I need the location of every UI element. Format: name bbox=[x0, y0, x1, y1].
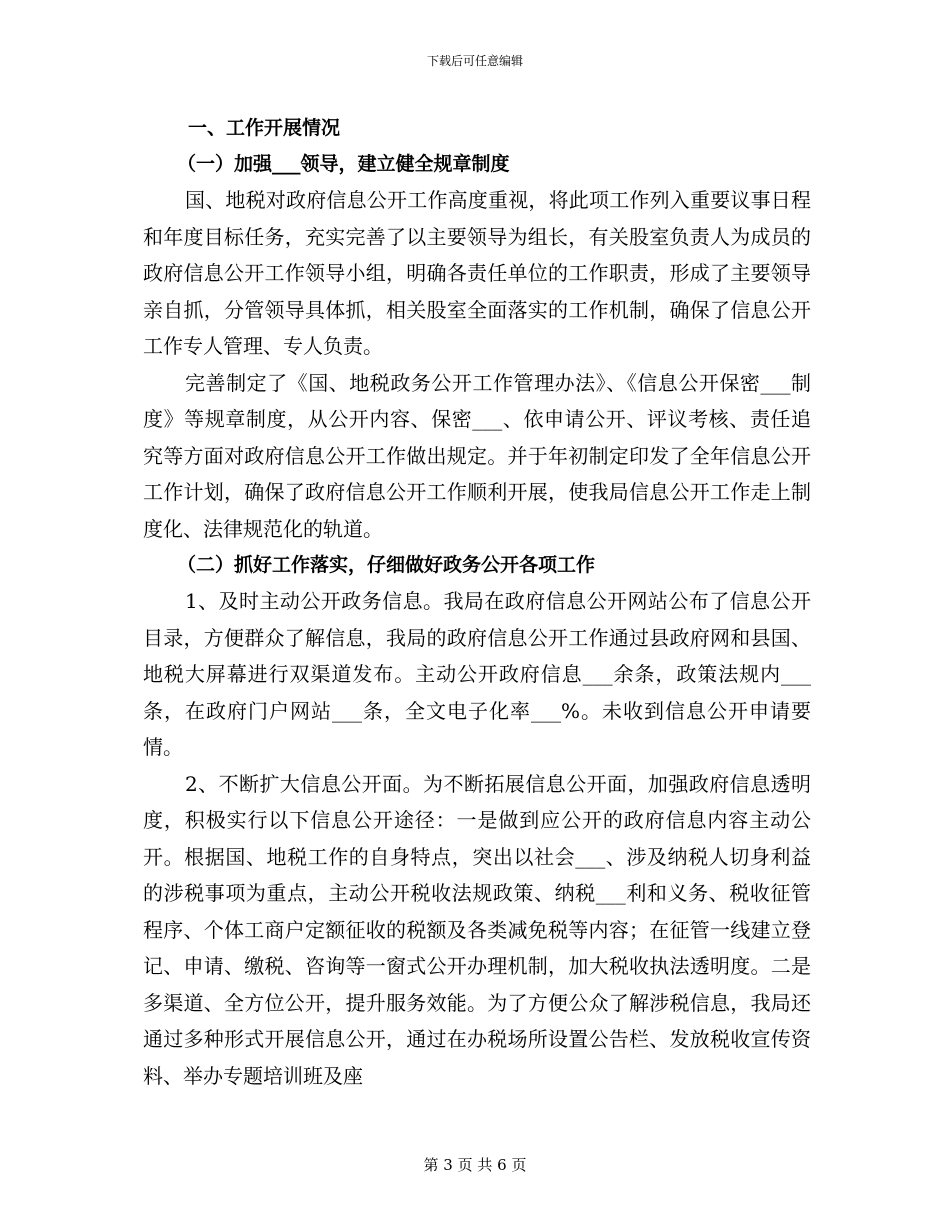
document-body bbox=[143, 110, 811, 1094]
section-heading: 一、工作开展情况 bbox=[188, 117, 341, 139]
page-header: 下载后可任意编辑 bbox=[426, 54, 523, 68]
subsection-heading-1: （一）加强___领导，建立健全规章制度 bbox=[177, 153, 510, 175]
paragraph-4: 2、不断扩大信息公开面。为不断拓展信息公开面，加强政府信息透明度，积极实行以下信息公开途径：一是做到应公开的政府信息内容主动公开。根据国、地税工作的自身特点，突出以社会___、涉及纳税人切身利益的涉税事项为重点，主动公开税收法规政策、纳税___利和义务、税收征管程序、个体工商户定额征收的税额及各类减免税等内容；在征管一线建立登记、申请、缴税、咨询等一窗式公开办理机制，加大税收执法透明度。二是多渠道、全方位公开，提升服务效能。为了方便公众了解涉税信息，我局还通过多种形式开展信息公开，通过在办税场所设置公告栏、发放税收宣传资料、举办专题培训班及座 bbox=[143, 771, 811, 1088]
paragraph-3: 1、及时主动公开政务信息。我局在政府信息公开网站公布了信息公开目录，方便群众了解信息，我局的政府信息公开工作通过县政府网和县国、地税大屏幕进行双渠道发布。主动公开政府信息___余条，政策法规内___条，在政府门户网站___条，全文电子化率___%。未收到信息公开申请要情。 bbox=[143, 589, 811, 759]
subsection-heading-2: （二）抓好工作落实，仔细做好政务公开各项工作 bbox=[177, 554, 596, 576]
paragraph-1: 国、地税对政府信息公开工作高度重视，将此项工作列入重要议事日程和年度目标任务，充实完善了以主要领导为组长，有关股室负责人为成员的政府信息公开工作领导小组，明确各责任单位的工作职责，形成了主要领导亲自抓，分管领导具体抓，相关股室全面落实的工作机制，确保了信息公开工作专人管理、专人负责。 bbox=[143, 188, 811, 358]
page-number: 第 3 页 共 6 页 bbox=[423, 1156, 527, 1174]
paragraph-2: 完善制定了《国、地税政务公开工作管理办法》、《信息公开保密___制度》等规章制度，从公开内容、保密___、依申请公开、评议考核、责任追究等方面对政府信息公开工作做出规定。并于年初制定印发了全年信息公开工作计划，确保了政府信息公开工作顺利开展，使我局信息公开工作走上制度化、法律规范化的轨道。 bbox=[143, 370, 811, 541]
